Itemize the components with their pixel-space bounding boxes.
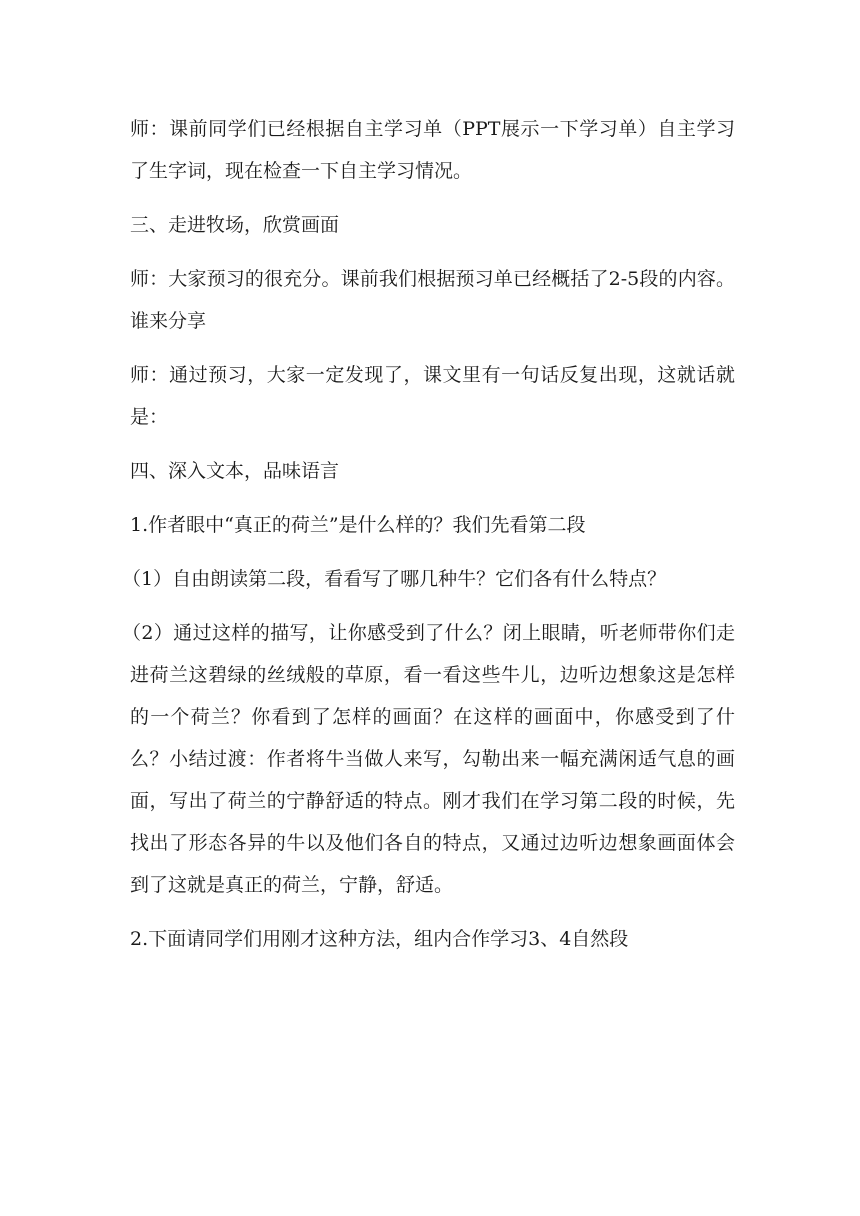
paragraph-teacher-repeat: 师：通过预习，大家一定发现了，课文里有一句话反复出现，这就话就是： xyxy=(130,364,735,428)
section-heading-3: 三、走进牧场，欣赏画面 xyxy=(130,214,340,236)
list-item-2: 2.下面请同学们用刚才这种方法，组内合作学习3、4自然段 xyxy=(130,928,629,950)
sub-item-1: （1）自由朗读第二段，看看写了哪几种牛？它们各有什么特点？ xyxy=(122,568,667,590)
sub-item-2: （2）通过这样的描写，让你感受到了什么？闭上眼睛，听老师带你们走进荷兰这碧绿的丝绒般的草原，看一看这些牛儿，边听边想象这是怎样的一个荷兰？你看到了怎样的画面？在这样的画面中，你感受到了什么？小结过渡：作者将牛当做人来写，勾勒出来一幅充满闲适气息的画面，写出了荷兰的宁静舒适的特点。刚才我们在学习第二段的时候，先找出了形态各异的牛以及他们各自的特点，又通过边听边想象画面体会到了这就是真正的荷兰，宁静，舒适。 xyxy=(122,622,735,896)
list-item-1: 1.作者眼中“真正的荷兰”是什么样的？我们先看第二段 xyxy=(130,514,586,536)
paragraph-teacher-preview: 师：大家预习的很充分。课前我们根据预习单已经概括了2-5段的内容。谁来分享 xyxy=(130,268,735,332)
section-heading-4: 四、深入文本，品味语言 xyxy=(130,460,340,482)
paragraph-teacher-intro: 师：课前同学们已经根据自主学习单（PPT展示一下学习单）自主学习了生字词，现在检查一下自主学习情况。 xyxy=(130,118,735,182)
document-body xyxy=(122,108,735,972)
